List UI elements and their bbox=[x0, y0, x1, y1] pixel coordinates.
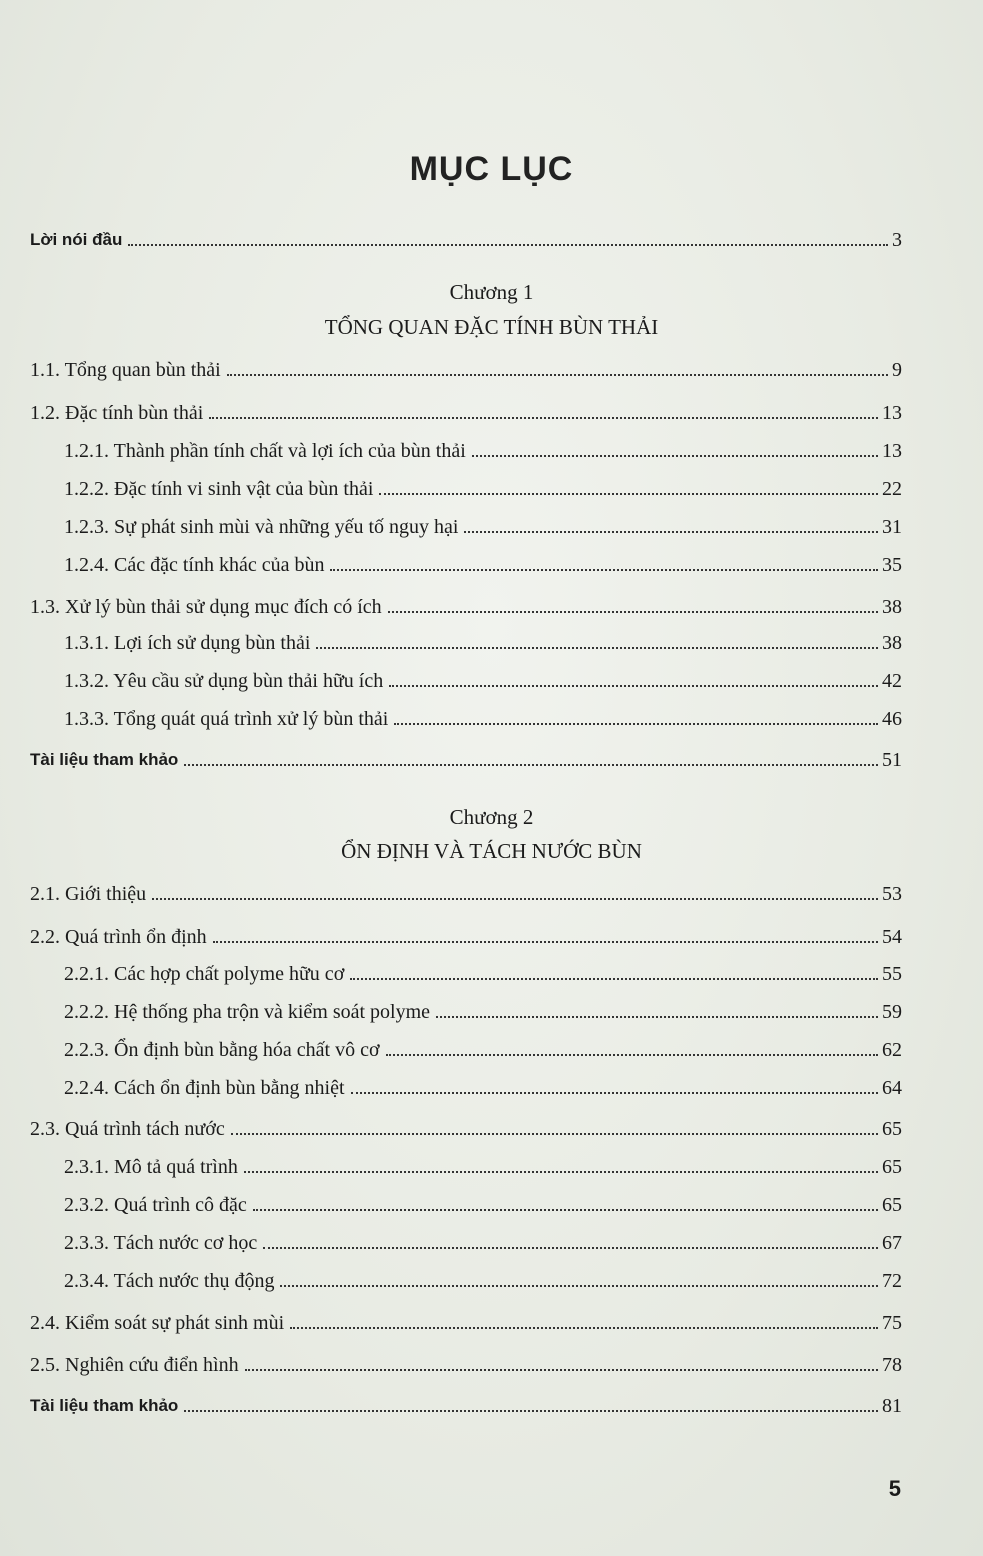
toc-entry-page: 64 bbox=[882, 1077, 902, 1099]
toc-entry-page: 46 bbox=[882, 708, 902, 730]
toc-entry-label: Tài liệu tham khảo bbox=[30, 1396, 179, 1415]
chapter-2-title: ỔN ĐỊNH VÀ TÁCH NƯỚC BÙN bbox=[341, 839, 642, 863]
chapter-1-label: Chương 1 bbox=[449, 280, 534, 304]
toc-entry-page: 53 bbox=[882, 883, 902, 905]
toc-entry-label: 2.3.1. Mô tả quá trình bbox=[64, 1156, 238, 1178]
dot-leader bbox=[213, 941, 878, 943]
toc-entry-page: 13 bbox=[882, 402, 902, 424]
chapter-2-label: Chương 2 bbox=[449, 805, 534, 829]
toc-entry[interactable] bbox=[64, 1032, 902, 1062]
toc-entry[interactable] bbox=[30, 589, 902, 619]
toc-entry-label: 2.3.4. Tách nước thụ động bbox=[64, 1270, 275, 1292]
dot-leader bbox=[330, 569, 878, 571]
toc-entry-page: 31 bbox=[882, 516, 902, 538]
dot-leader bbox=[351, 1092, 878, 1094]
toc-entry-label: 1.2.2. Đặc tính vi sinh vật của bùn thải bbox=[64, 478, 374, 500]
toc-entry-page: 42 bbox=[882, 670, 902, 692]
toc-entry-label: Lời nói đầu bbox=[30, 230, 123, 249]
toc-entry-page: 22 bbox=[882, 478, 902, 500]
toc-entry[interactable] bbox=[64, 509, 902, 539]
toc-entry-label: 1.2.4. Các đặc tính khác của bùn bbox=[64, 554, 325, 576]
toc-entry[interactable] bbox=[64, 547, 902, 577]
toc-entry-label: 2.2.4. Cách ổn định bùn bằng nhiệt bbox=[64, 1077, 345, 1099]
toc-entry-label: 2.3.3. Tách nước cơ học bbox=[64, 1232, 258, 1254]
toc-entry-label: 2.2.1. Các hợp chất polyme hữu cơ bbox=[64, 963, 345, 985]
toc-entry-page: 35 bbox=[882, 554, 902, 576]
toc-entry[interactable] bbox=[30, 876, 902, 906]
toc-entry[interactable] bbox=[64, 1070, 902, 1100]
toc-entry-page: 38 bbox=[882, 596, 902, 618]
page-number: 5 bbox=[888, 1476, 901, 1501]
toc-entry-page: 65 bbox=[882, 1118, 902, 1140]
toc-entry[interactable] bbox=[64, 625, 902, 655]
dot-leader bbox=[184, 1410, 878, 1412]
toc-entry[interactable] bbox=[64, 1149, 902, 1179]
toc-entry-label: 2.3.2. Quá trình cô đặc bbox=[64, 1194, 247, 1216]
toc-entry-label: 2.1. Giới thiệu bbox=[30, 883, 147, 905]
toc-entry-label: 1.3.1. Lợi ích sử dụng bùn thải bbox=[64, 632, 311, 654]
toc-entry-label: 2.2.2. Hệ thống pha trộn và kiểm soát polyme bbox=[64, 1001, 431, 1023]
toc-entry-label: 1.3.3. Tổng quát quá trình xử lý bùn thải bbox=[64, 708, 389, 730]
toc-entry[interactable] bbox=[64, 1187, 902, 1217]
dot-leader bbox=[394, 723, 878, 725]
dot-leader bbox=[152, 898, 878, 900]
toc-entry-page: 54 bbox=[882, 926, 902, 948]
toc-entry-page: 65 bbox=[882, 1156, 902, 1178]
dot-leader bbox=[290, 1327, 878, 1329]
toc-entry-references[interactable] bbox=[30, 1388, 902, 1418]
dot-leader bbox=[245, 1369, 878, 1371]
toc-entry-foreword[interactable] bbox=[30, 222, 902, 252]
dot-leader bbox=[472, 455, 878, 457]
toc-entry-label: 1.1. Tổng quan bùn thải bbox=[30, 359, 221, 381]
toc-entry-label: 2.3. Quá trình tách nước bbox=[30, 1118, 225, 1140]
dot-leader bbox=[386, 1054, 878, 1056]
dot-leader bbox=[280, 1285, 878, 1287]
toc-entry-label: 1.3.2. Yêu cầu sử dụng bùn thải hữu ích bbox=[64, 670, 384, 692]
toc-entry-label: 1.2. Đặc tính bùn thải bbox=[30, 402, 204, 424]
dot-leader bbox=[227, 374, 888, 376]
toc-entry[interactable] bbox=[64, 663, 902, 693]
toc-entry[interactable] bbox=[64, 994, 902, 1024]
toc-entry[interactable] bbox=[64, 471, 902, 501]
toc-entry-page: 55 bbox=[882, 963, 902, 985]
dot-leader bbox=[184, 764, 878, 766]
toc-entry-page: 67 bbox=[882, 1232, 902, 1254]
dot-leader bbox=[253, 1209, 878, 1211]
toc-entry[interactable] bbox=[64, 433, 902, 463]
dot-leader bbox=[128, 244, 888, 246]
toc-entry[interactable] bbox=[30, 919, 902, 949]
toc-entry-page: 81 bbox=[882, 1395, 902, 1417]
toc-entry-page: 38 bbox=[882, 632, 902, 654]
toc-entry[interactable] bbox=[30, 1111, 902, 1141]
toc-entry-page: 62 bbox=[882, 1039, 902, 1061]
toc-entry-label: 1.3. Xử lý bùn thải sử dụng mục đích có ích bbox=[30, 596, 382, 618]
dot-leader bbox=[231, 1133, 878, 1135]
toc-entry-page: 75 bbox=[882, 1312, 902, 1334]
toc-entry-label: 1.2.1. Thành phần tính chất và lợi ích của bùn thải bbox=[64, 440, 466, 462]
dot-leader bbox=[389, 685, 878, 687]
dot-leader bbox=[436, 1016, 878, 1018]
toc-entry-label: 1.2.3. Sự phát sinh mùi và những yếu tố nguy hại bbox=[64, 516, 459, 538]
toc-entry-page: 3 bbox=[892, 229, 902, 251]
toc-entry-page: 72 bbox=[882, 1270, 902, 1292]
toc-entry-page: 9 bbox=[892, 359, 902, 381]
dot-leader bbox=[350, 978, 878, 980]
dot-leader bbox=[244, 1171, 878, 1173]
toc-entry[interactable] bbox=[30, 1305, 902, 1335]
dot-leader bbox=[209, 417, 878, 419]
dot-leader bbox=[263, 1247, 878, 1249]
toc-entry[interactable] bbox=[64, 1263, 902, 1293]
toc-entry-page: 65 bbox=[882, 1194, 902, 1216]
toc-entry-label: 2.5. Nghiên cứu điển hình bbox=[30, 1354, 239, 1376]
toc-entry-references[interactable] bbox=[30, 742, 902, 772]
toc-entry[interactable] bbox=[30, 352, 902, 382]
toc-entry[interactable] bbox=[64, 956, 902, 986]
toc-entry-label: 2.4. Kiểm soát sự phát sinh mùi bbox=[30, 1312, 285, 1334]
toc-entry[interactable] bbox=[30, 395, 902, 425]
toc-entry[interactable] bbox=[64, 1225, 902, 1255]
dot-leader bbox=[379, 493, 878, 495]
toc-entry-label: 2.2. Quá trình ổn định bbox=[30, 926, 207, 948]
toc-entry-page: 59 bbox=[882, 1001, 902, 1023]
toc-entry-label: Tài liệu tham khảo bbox=[30, 750, 179, 769]
toc-entry[interactable] bbox=[30, 1347, 902, 1377]
page-title: MỤC LỤC bbox=[409, 150, 574, 188]
chapter-1-title: TỔNG QUAN ĐẶC TÍNH BÙN THẢI bbox=[324, 315, 659, 339]
toc-entry-page: 13 bbox=[882, 440, 902, 462]
toc-entry-label: 2.2.3. Ổn định bùn bằng hóa chất vô cơ bbox=[64, 1039, 380, 1061]
dot-leader bbox=[316, 647, 878, 649]
toc-entry-page: 51 bbox=[882, 749, 902, 771]
dot-leader bbox=[388, 611, 878, 613]
toc-entry-page: 78 bbox=[882, 1354, 902, 1376]
toc-entry[interactable] bbox=[64, 701, 902, 731]
dot-leader bbox=[464, 531, 878, 533]
